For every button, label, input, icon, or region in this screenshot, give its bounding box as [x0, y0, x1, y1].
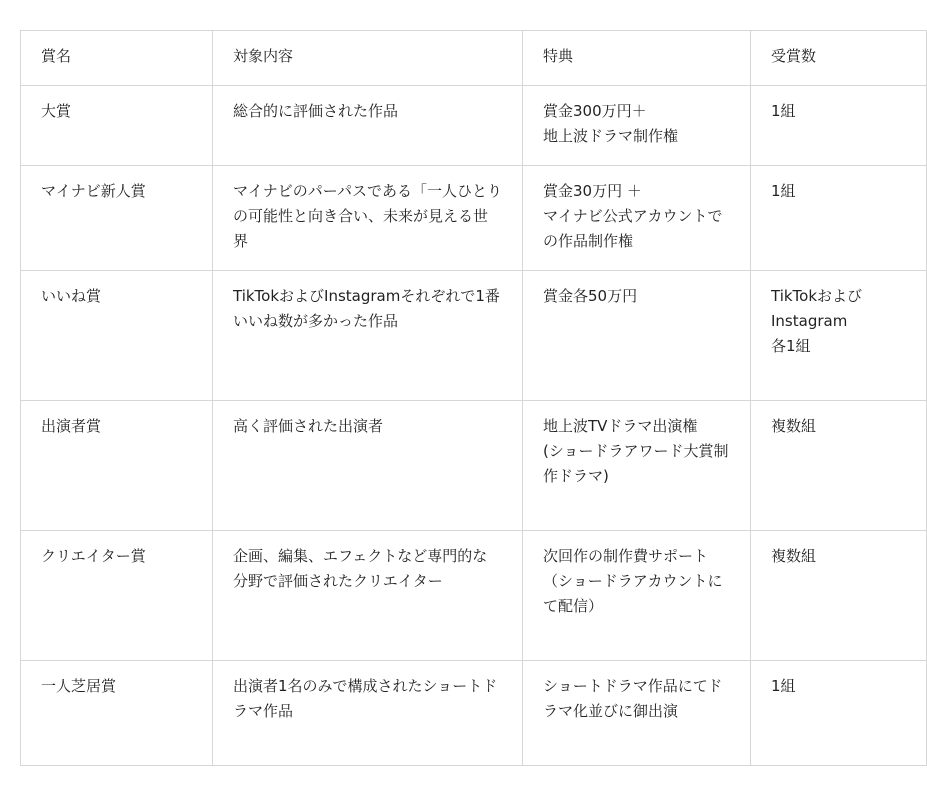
award-name-cell: いいね賞 — [21, 271, 213, 401]
award-name-cell: 出演者賞 — [21, 401, 213, 531]
header-target: 対象内容 — [213, 31, 523, 86]
count-cell: 1組 — [751, 166, 927, 271]
header-count: 受賞数 — [751, 31, 927, 86]
benefit-cell: 賞金30万円 ＋ マイナビ公式アカウントでの作品制作権 — [523, 166, 751, 271]
target-cell: 企画、編集、エフェクトなど専門的な分野で評価されたクリエイター — [213, 531, 523, 661]
count-cell: TikTokおよび Instagram 各1組 — [751, 271, 927, 401]
table-row — [21, 271, 927, 401]
table-header-row — [21, 31, 927, 86]
table-row — [21, 661, 927, 766]
target-cell: 総合的に評価された作品 — [213, 86, 523, 166]
table-row — [21, 401, 927, 531]
benefit-cell: ショートドラマ作品にてドラマ化並びに御出演 — [523, 661, 751, 766]
benefit-cell: 賞金各50万円 — [523, 271, 751, 401]
header-benefit: 特典 — [523, 31, 751, 86]
award-name-cell: マイナビ新人賞 — [21, 166, 213, 271]
count-cell: 複数組 — [751, 531, 927, 661]
count-cell: 1組 — [751, 86, 927, 166]
award-name-cell: クリエイター賞 — [21, 531, 213, 661]
benefit-cell: 賞金300万円＋ 地上波ドラマ制作権 — [523, 86, 751, 166]
benefit-cell: 地上波TVドラマ出演権 (ショードラアワード大賞制作ドラマ) — [523, 401, 751, 531]
table-row — [21, 86, 927, 166]
awards-table — [20, 30, 927, 766]
target-cell: マイナビのパーパスである「一人ひとりの可能性と向き合い、未来が見える世界 — [213, 166, 523, 271]
target-cell: TikTokおよびInstagramそれぞれで1番いいね数が多かった作品 — [213, 271, 523, 401]
award-name-cell: 一人芝居賞 — [21, 661, 213, 766]
award-name-cell: 大賞 — [21, 86, 213, 166]
table-row — [21, 531, 927, 661]
target-cell: 高く評価された出演者 — [213, 401, 523, 531]
header-award-name: 賞名 — [21, 31, 213, 86]
table-row — [21, 166, 927, 271]
count-cell: 1組 — [751, 661, 927, 766]
benefit-cell: 次回作の制作費サポート （ショードラアカウントにて配信） — [523, 531, 751, 661]
count-cell: 複数組 — [751, 401, 927, 531]
target-cell: 出演者1名のみで構成されたショートドラマ作品 — [213, 661, 523, 766]
